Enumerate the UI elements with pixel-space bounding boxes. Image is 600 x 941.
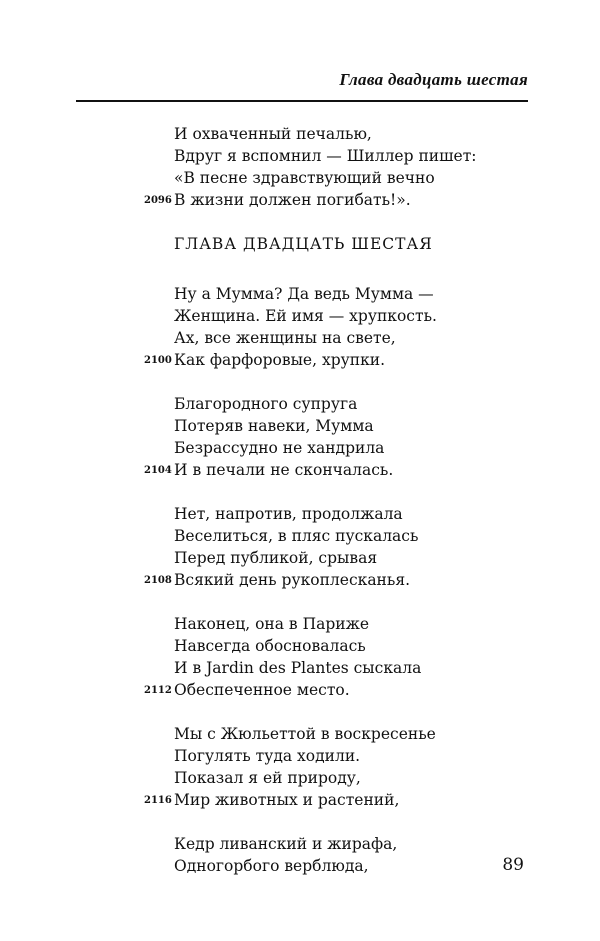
- verse-line: Погулять туда ходили.: [174, 747, 361, 765]
- verse-text: В жизни должен погибать!».: [174, 191, 411, 209]
- stanza: [174, 833, 534, 877]
- verse-line: Показал я ей природу,: [174, 769, 361, 787]
- verse-text: Как фарфоровые, хрупки.: [174, 351, 386, 369]
- stanza: [144, 613, 534, 701]
- verse-line: Ах, все женщины на свете,: [174, 329, 396, 347]
- line-number: 2100: [144, 355, 172, 366]
- verse-line: [144, 569, 534, 591]
- verse-line: Наконец, она в Париже: [174, 615, 370, 633]
- line-number: 2108: [144, 575, 172, 586]
- verse-line: Одногорбого верблюда,: [174, 857, 369, 875]
- verse-line: [144, 349, 534, 371]
- verse-text: Мир животных и растений,: [174, 791, 400, 809]
- stanza: [144, 123, 534, 211]
- verse-line: [144, 679, 534, 701]
- verse-line: Благородного супруга: [174, 395, 358, 413]
- verse-line: Мы с Жюльеттой в воскресенье: [174, 725, 436, 743]
- verse-line: И охваченный печалью,: [174, 125, 372, 143]
- line-number: 2096: [144, 195, 172, 206]
- verse-line: [144, 459, 534, 481]
- verse-line: И в Jardin des Plantes сыскала: [174, 659, 422, 677]
- stanza: [144, 503, 534, 591]
- stanza: [144, 723, 534, 811]
- header-rule: [76, 100, 528, 102]
- verse-line: Женщина. Ей имя — хрупкость.: [174, 307, 437, 325]
- verse-line: Кедр ливанский и жирафа,: [174, 835, 398, 853]
- verse-line: [144, 789, 534, 811]
- verse-line: Навсегда обосновалась: [174, 637, 366, 655]
- verse-line: Безрассудно не хандрила: [174, 439, 385, 457]
- verse-line: «В песне здравствующий вечно: [174, 169, 435, 187]
- stanza: [144, 283, 534, 371]
- verse-line: Нет, напротив, продолжала: [174, 505, 403, 523]
- page-number: 89: [502, 855, 524, 875]
- verse-line: Потеряв навеки, Мумма: [174, 417, 374, 435]
- verse-line: Перед публикой, срывая: [174, 549, 378, 567]
- line-number: 2116: [144, 795, 172, 806]
- chapter-title: ГЛАВА ДВАДЦАТЬ ШЕСТАЯ: [174, 235, 433, 253]
- line-number: 2104: [144, 465, 172, 476]
- poem-body: [144, 123, 534, 899]
- running-head: Глава двадцать шестая: [339, 70, 528, 89]
- verse-text: И в печали не скончалась.: [174, 461, 394, 479]
- verse-line: Вдруг я вспомнил — Шиллер пишет:: [174, 147, 477, 165]
- verse-line: Веселиться, в пляс пускалась: [174, 527, 419, 545]
- line-number: 2112: [144, 685, 172, 696]
- verse-text: Всякий день рукоплесканья.: [174, 571, 411, 589]
- stanza: [144, 393, 534, 481]
- verse-line: [144, 189, 534, 211]
- verse-line: Ну а Мумма? Да ведь Мумма —: [174, 285, 434, 303]
- verse-text: Обеспеченное место.: [174, 681, 350, 699]
